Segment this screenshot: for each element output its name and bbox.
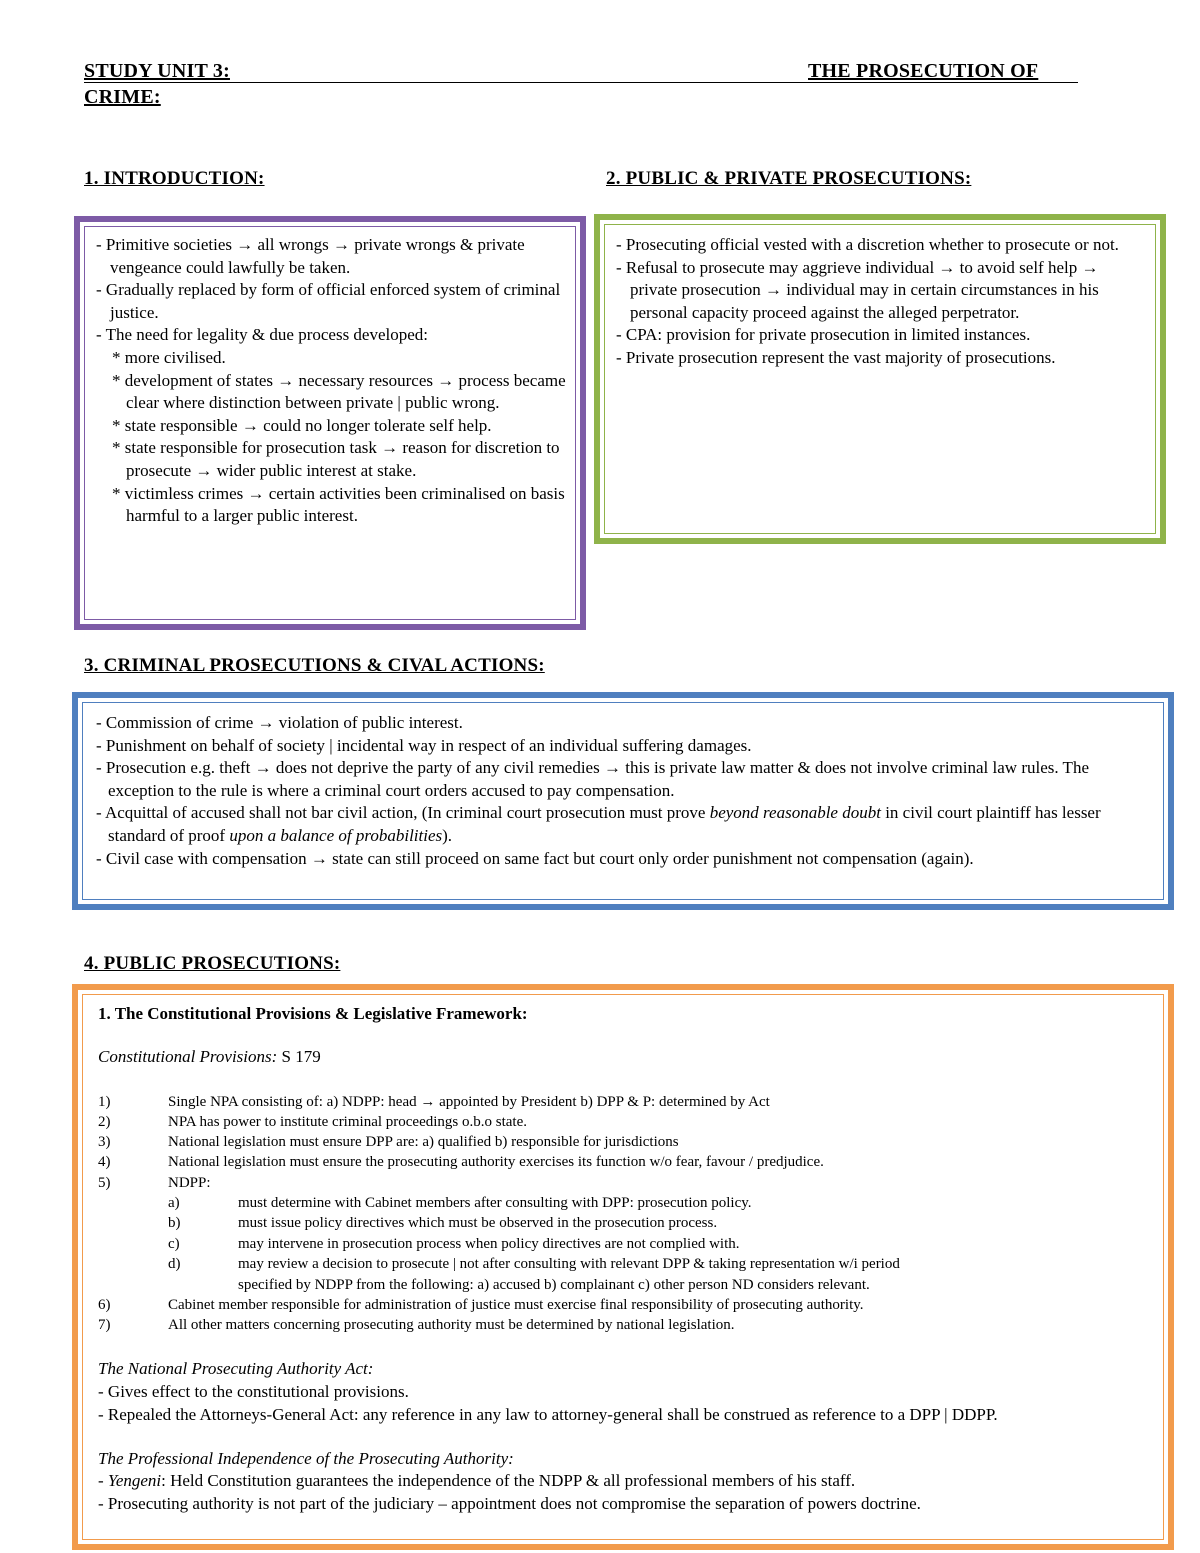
provision-number: 4) [98,1154,111,1170]
title-underline [84,82,1078,83]
study-unit-title: STUDY UNIT 3: [84,60,230,82]
list-item: - Prosecuting official vested with a discretion whether to prosecute or not. [616,235,1119,254]
provision-number: 1) [98,1094,111,1110]
list-item: - Refusal to prosecute may aggrieve individual → to avoid self help → private prosecution → individual may in certain circumstances in his personal capacity proceed against the alleged perpetrator. [616,257,1099,322]
provision-number: 3) [98,1134,111,1150]
provision-text: NDPP: [168,1175,211,1191]
sub-item-text: may intervene in prosecution process when policy directives are not complied with. [238,1236,740,1252]
list-item: * development of states → necessary resources → process became clear where distinction between private | public wrong. [112,370,566,413]
list-item: - Commission of crime → violation of public interest. [96,713,463,732]
list-item: * state responsible → could no longer tolerate self help. [112,415,492,435]
list-item: - Private prosecution represent the vast majority of prosecutions. [616,347,1056,367]
list-item: - Prosecution e.g. theft → does not deprive the party of any civil remedies → this is private law matter & does not involve criminal law rules. The exception to the rule is where a criminal court orders accused to pay compensation. [96,758,1089,800]
constitutional-provisions-label: Constitutional Provisions: [98,1047,278,1066]
list-item: - Prosecuting authority is not part of the judiciary – appointment does not compromise the separation of powers doctrine. [98,1494,921,1513]
numbered-provision [98,1092,770,1112]
provision-number: 6) [98,1297,111,1313]
numbered-provision [98,1173,211,1193]
constitutional-provisions-ref: S 179 [277,1047,321,1066]
public-private-list [616,234,1136,370]
constitutional-framework-subheading: 1. The Constitutional Provisions & Legislative Framework: [98,1004,528,1023]
acquittal-standard-civil: upon a balance of probabilities [229,825,443,845]
section-2-heading: 2. PUBLIC & PRIVATE PROSECUTIONS: [606,168,972,189]
provision-number: 5) [98,1175,111,1191]
numbered-provision [98,1112,527,1132]
constitutional-provisions-line [98,1046,321,1069]
unit-topic-title-continued: CRIME: [84,86,161,108]
provision-text: Single NPA consisting of: a) NDPP: head → appointed by President b) DPP & P: determined by Act [168,1094,770,1110]
list-item-acquittal [96,802,1136,847]
list-item: - Repealed the Attorneys-General Act: any reference in any law to attorney-general shall be construed as reference to a DPP | DDPP. [98,1405,998,1424]
numbered-provision [98,1132,679,1152]
independence-label: The Professional Independence of the Prosecuting Authority: [98,1449,514,1468]
provision-text: National legislation must ensure DPP are: a) qualified b) responsible for jurisdictions [168,1134,679,1150]
unit-topic-title: THE PROSECUTION OF [808,60,1039,82]
ndpp-sub-item [98,1193,752,1213]
list-item: - Primitive societies → all wrongs → private wrongs & private vengeance could lawfully be taken. [96,235,525,277]
list-item: - Punishment on behalf of society | incidental way in respect of an individual suffering damages. [96,735,752,755]
provision-number: 7) [98,1317,111,1333]
npa-act-label: The National Prosecuting Authority Act: [98,1359,374,1378]
sub-item-text: must determine with Cabinet members after consulting with DPP: prosecution policy. [238,1195,752,1211]
independence-case-line: - Yengeni: Held Constitution guarantees the independence of the NDPP & all professional members of his staff. [98,1471,856,1490]
provision-text: All other matters concerning prosecuting authority must be determined by national legislation. [168,1317,735,1333]
acquittal-text-1: - Acquittal of accused shall not bar civil action, (In criminal court prosecution must prove [96,803,710,823]
numbered-provision [98,1295,864,1315]
sub-item-letter: a) [168,1195,180,1211]
criminal-civil-list [96,712,1136,870]
introduction-list [96,234,566,528]
list-item: * state responsible for prosecution task → reason for discretion to prosecute → wider public interest at stake. [112,438,560,480]
list-item: - CPA: provision for private prosecution in limited instances. [616,325,1031,345]
case-holding: : Held Constitution guarantees the independence of the NDPP & all professional members of his staff. [161,1471,856,1490]
list-item: * victimless crimes → certain activities been criminalised on basis harmful to a larger public interest. [112,483,565,526]
provision-text: National legislation must ensure the prosecuting authority exercises its function w/o fear, favour / predjudice. [168,1154,824,1170]
numbered-provision [98,1152,824,1172]
ndpp-sub-item [98,1254,900,1274]
provision-number: 2) [98,1114,111,1130]
provision-text: Cabinet member responsible for administration of justice must exercise final responsibility of prosecuting authority. [168,1297,864,1313]
ndpp-sub-item [98,1213,717,1233]
case-name: Yengeni [107,1471,162,1490]
section-3-heading: 3. CRIMINAL PROSECUTIONS & CIVAL ACTIONS: [84,655,545,676]
list-item: - Gives effect to the constitutional provisions. [98,1382,409,1401]
list-item: - The need for legality & due process developed: [96,325,429,345]
ndpp-sub-item [98,1234,740,1254]
sub-item-letter: d) [168,1256,181,1272]
list-item: * more civilised. [112,347,226,367]
sub-item-letter: b) [168,1215,181,1231]
list-item: - Gradually replaced by form of official enforced system of criminal justice. [96,280,561,322]
sub-item-text: may review a decision to prosecute | not after consulting with relevant DPP & taking representation w/i period [238,1256,900,1272]
section-1-heading: 1. INTRODUCTION: [84,168,265,189]
acquittal-standard-criminal: beyond reasonable doubt [709,803,881,823]
provision-text: NPA has power to institute criminal proceedings o.b.o state. [168,1114,527,1130]
sub-item-text: must issue policy directives which must be observed in the prosecution process. [238,1215,718,1231]
list-item: - Civil case with compensation → state can still proceed on same fact but court only order punishment not compensation (again). [96,848,974,868]
acquittal-text-3: ). [442,825,453,845]
numbered-provision [98,1315,735,1335]
acquittal-text-2: in civil court plaintiff has lesser standard of proof [108,803,1101,845]
sub-item-text: specified by NDPP from the following: a) accused b) complainant c) other person ND considers relevant. [238,1277,870,1293]
section-4-heading: 4. PUBLIC PROSECUTIONS: [84,953,341,974]
sub-item-letter: c) [168,1236,180,1252]
ndpp-sub-item-continued [98,1275,870,1295]
